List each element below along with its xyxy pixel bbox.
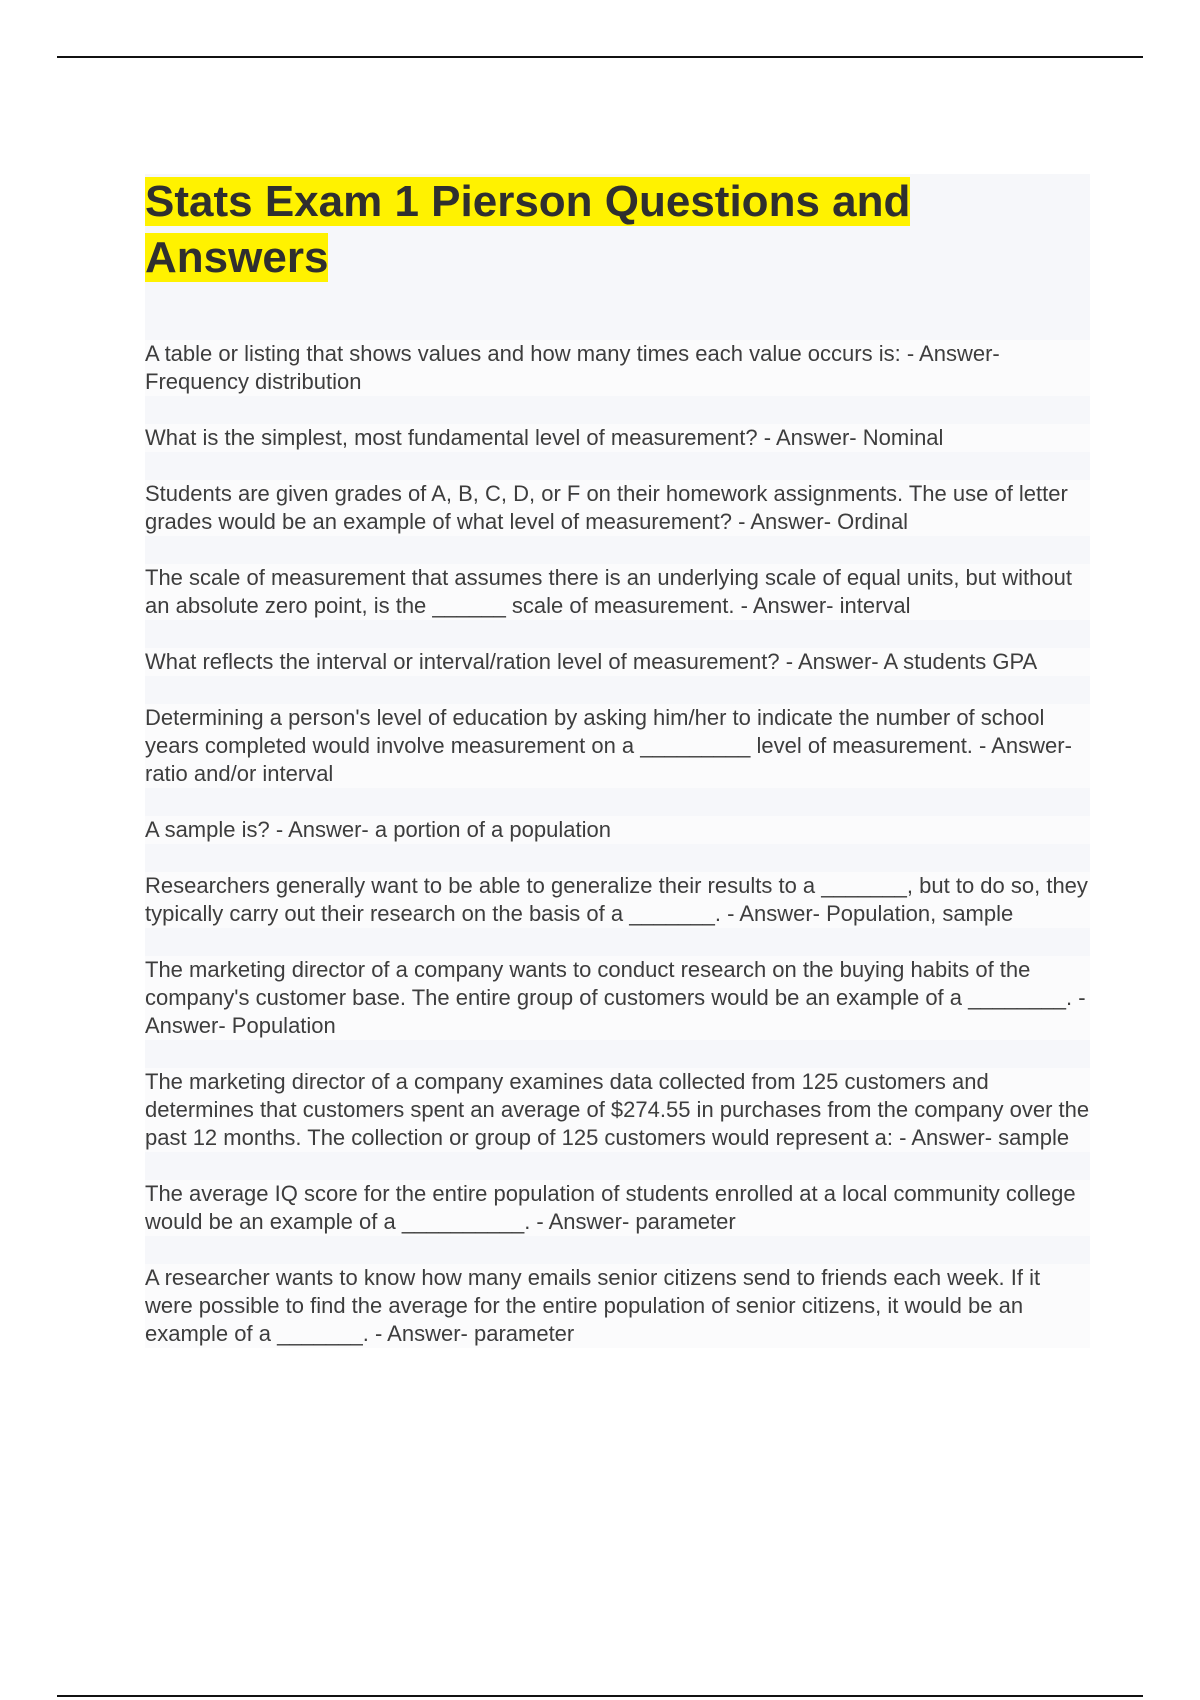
top-rule (57, 56, 1143, 58)
qa-item-6: Determining a person's level of education by asking him/her to indicate the number of school years completed would involve measurement on a _________ level of measurement. - Answer- ratio and/or interval (145, 704, 1090, 788)
qa-item-10: The marketing director of a company examines data collected from 125 customers and determines that customers spent an average of $274.55 in purchases from the company over the past 12 months. The collection or group of 125 customers would represent a: - Answer- sample (145, 1069, 1090, 1150)
qa-item-2: What is the simplest, most fundamental level of measurement? - Answer- Nominal (145, 424, 1090, 452)
qa-item-3: Students are given grades of A, B, C, D, or F on their homework assignments. The use of letter grades would be an example of what level of measurement? - Answer- Ordinal (145, 480, 1090, 536)
qa-item-5: What reflects the interval or interval/ration level of measurement? - Answer- A students GPA (145, 648, 1090, 676)
document-content (145, 174, 1090, 1348)
bottom-rule (57, 1695, 1143, 1697)
qa-item-7: A sample is? - Answer- a portion of a population (145, 816, 1090, 844)
title-line-1: Stats Exam 1 Pierson Questions and (145, 177, 911, 226)
qa-item-9: The marketing director of a company wants to conduct research on the buying habits of the company's customer base. The entire group of customers would be an example of a ________. - Answer- Population (145, 956, 1090, 1040)
qa-item-4: The scale of measurement that assumes there is an underlying scale of equal units, but without an absolute zero point, is the ______ scale of measurement. - Answer- interval (145, 564, 1090, 620)
qa-item-1: A table or listing that shows values and how many times each value occurs is: - Answer- Frequency distribution (145, 340, 1090, 396)
document-title (145, 174, 1090, 286)
title-line-2: Answers (145, 233, 329, 282)
title-block (145, 174, 1090, 340)
qa-item-11: The average IQ score for the entire population of students enrolled at a local community college would be an example of a __________. - Answer- parameter (145, 1180, 1090, 1236)
qa-item-8: Researchers generally want to be able to generalize their results to a _______, but to do so, they typically carry out their research on the basis of a _______. - Answer- Population, sample (145, 872, 1090, 928)
qa-item-12: A researcher wants to know how many emails senior citizens send to friends each week. If it were possible to find the average for the entire population of senior citizens, it would be an example of a _______. - Answer- parameter (145, 1264, 1090, 1348)
